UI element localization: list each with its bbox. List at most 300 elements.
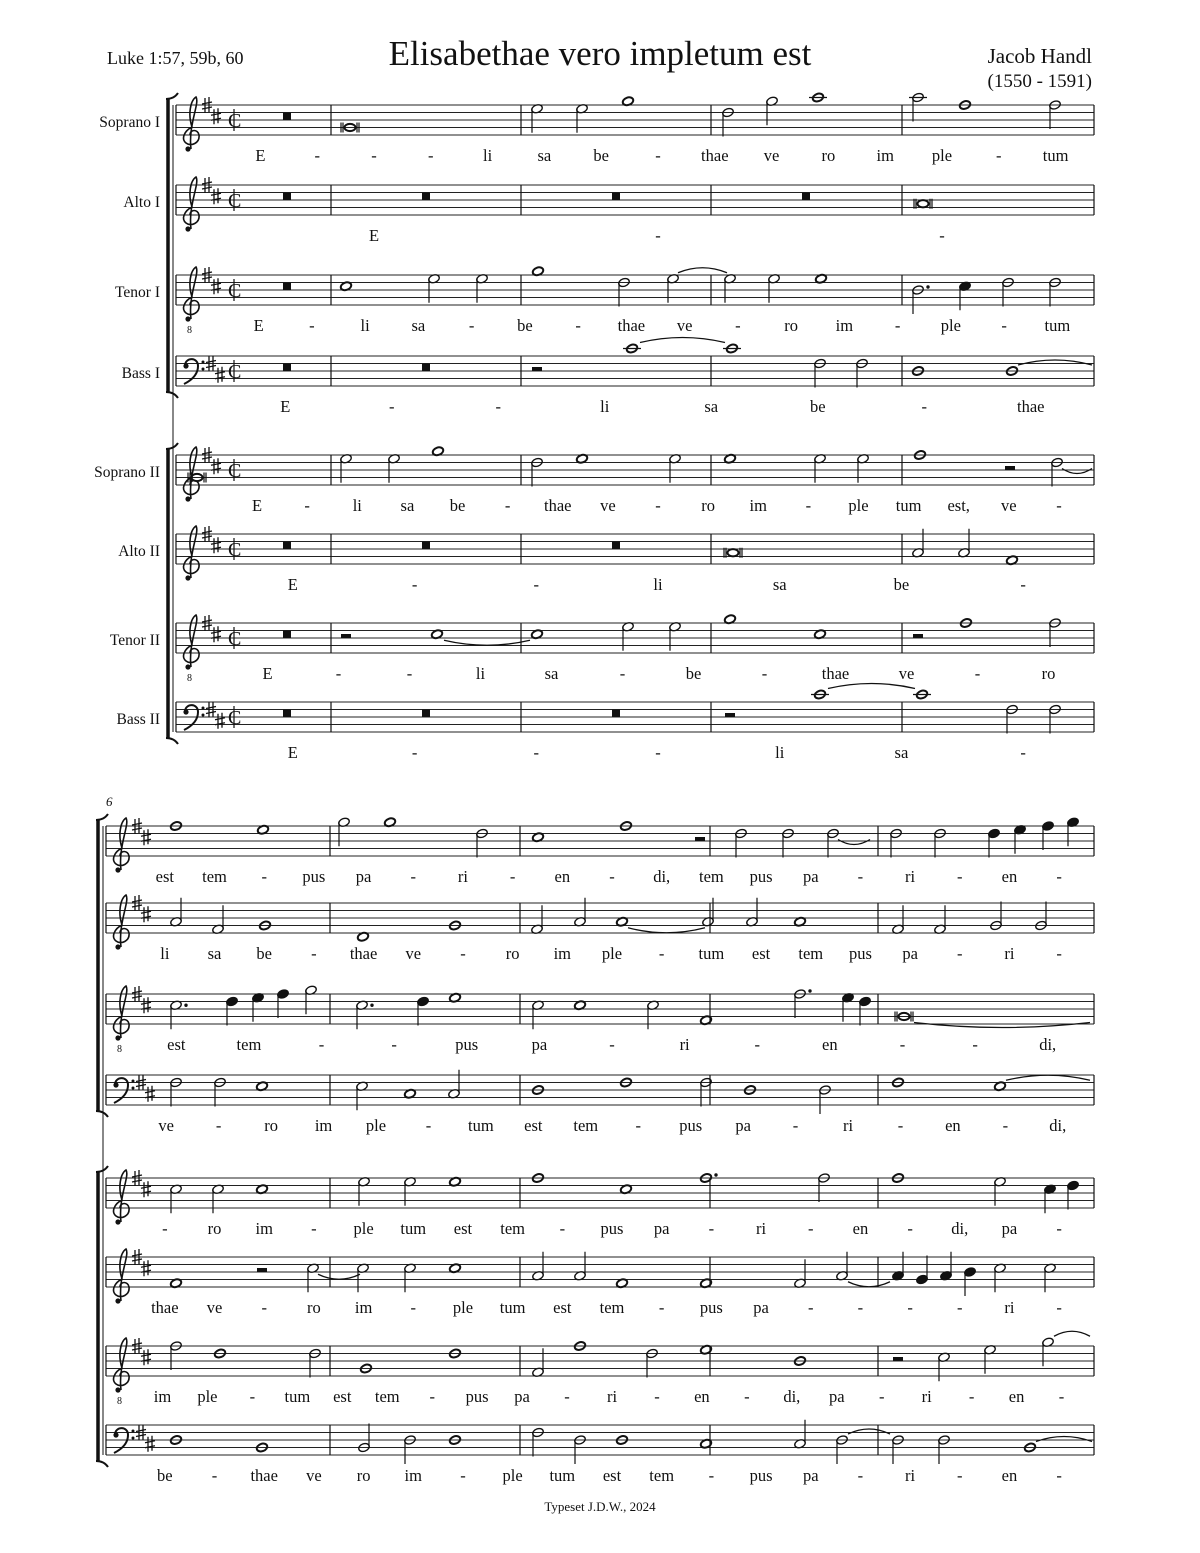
lyric-syllable: be [593, 146, 609, 165]
lyric-syllable: thae [544, 496, 572, 515]
measure-rest [612, 542, 620, 550]
lyric-syllable: - [907, 1298, 913, 1317]
lyric-syllable: ri [606, 1387, 618, 1406]
lyric-syllable: sa [894, 743, 909, 762]
lyric-syllable: ro [207, 1219, 222, 1238]
lyric-syllable: im [835, 316, 854, 335]
dot-mark [184, 1004, 187, 1007]
lyric-syllable: - [957, 867, 963, 886]
measure-rest [283, 542, 291, 550]
lyric-syllable: en [694, 1387, 710, 1406]
sharp-icon [141, 829, 151, 845]
lyric-syllable: ro [821, 146, 836, 165]
lyric-syllable: di, [1049, 1116, 1067, 1135]
lyric-syllable: thae [1017, 397, 1045, 416]
lyric-syllable: tum [1042, 146, 1069, 165]
scripture-reference: Luke 1:57, 59b, 60 [107, 48, 244, 68]
lyric-syllable: - [410, 867, 417, 886]
lyric-syllable: est [553, 1298, 572, 1317]
lyric-syllable: im [314, 1116, 333, 1135]
measure-rest [283, 710, 291, 718]
measure-rest [802, 193, 810, 201]
lyric-syllable: ple [452, 1298, 474, 1317]
lyric-syllable: est [751, 944, 771, 963]
bass-clef-icon [113, 1078, 134, 1103]
lyric-syllable: ple [848, 496, 869, 515]
lyric-syllable: pa [828, 1387, 845, 1406]
lyric-syllable: E [287, 743, 298, 762]
lyric-syllable: be [157, 1466, 173, 1485]
lyric-syllable: - [807, 1219, 814, 1238]
half-rest [341, 634, 351, 638]
lyric-syllable: ple [931, 146, 953, 165]
voice-name: Tenor II [109, 632, 160, 649]
lyric-syllable: en [945, 1116, 961, 1135]
lyric-syllable: - [261, 867, 267, 886]
lyric-syllable: - [996, 146, 1002, 165]
lyric-syllable: - [968, 1387, 975, 1406]
lyric-syllable: - [972, 1035, 978, 1054]
lyric-syllable: - [304, 496, 310, 515]
dot-mark [370, 1004, 373, 1007]
lyric-syllable: - [792, 1116, 799, 1135]
cut-time-icon: C [228, 707, 242, 729]
lyric-syllable: pa [653, 1219, 670, 1238]
cut-time-icon: C [228, 628, 242, 650]
lyric-syllable: - [1056, 944, 1062, 963]
lyric-syllable: tem [649, 1466, 675, 1485]
lyric-syllable: - [559, 1219, 566, 1238]
lyric-syllable: sa [544, 664, 559, 683]
bracket-hook [96, 814, 108, 820]
lyric-syllable: pus [455, 1035, 479, 1054]
lyric-syllable: ri [905, 1466, 916, 1485]
bracket-hook [96, 1111, 108, 1117]
tie-arc [1054, 1331, 1090, 1336]
piece-title: Elisabethae vero impletum est [388, 34, 812, 73]
composer-dates: (1550 - 1591) [987, 71, 1092, 92]
lyric-syllable: li [653, 575, 663, 594]
tie-arc [914, 1023, 1090, 1028]
lyric-syllable: - [857, 1298, 864, 1317]
sharp-icon [145, 1436, 155, 1452]
lyric-syllable: - [1056, 1466, 1062, 1485]
lyric-syllable: - [309, 316, 315, 335]
half-rest [1005, 466, 1015, 470]
sharp-icon [211, 626, 221, 642]
dot-mark [926, 285, 929, 288]
voice-name: Tenor I [115, 284, 160, 301]
lyric-syllable: - [428, 146, 434, 165]
tie-arc [1018, 360, 1092, 365]
lyric-syllable: - [411, 743, 418, 762]
lyric-syllable: - [761, 664, 768, 683]
lyric-syllable: tem [698, 867, 724, 886]
bracket-hook [166, 443, 178, 449]
lyric-syllable: be [685, 664, 702, 683]
measure-rest [283, 113, 291, 121]
half-rest [532, 367, 542, 371]
lyric-syllable: tem [236, 1035, 262, 1054]
lyric-syllable: ro [1041, 664, 1056, 683]
lyric-syllable: - [1056, 1298, 1062, 1317]
lyric-syllable: - [335, 664, 342, 683]
dot-mark [714, 1173, 717, 1176]
lyric-syllable: ri [756, 1219, 767, 1238]
lyric-syllable: - [509, 867, 516, 886]
lyric-syllable: li [775, 743, 785, 762]
lyric-syllable: - [658, 1298, 665, 1317]
lyric-syllable: en [554, 867, 571, 886]
lyric-syllable: be [893, 575, 910, 594]
lyric-syllable: di, [1039, 1035, 1057, 1054]
cut-time-icon: C [228, 190, 242, 212]
lyric-syllable: ro [784, 316, 798, 335]
half-rest [695, 837, 705, 841]
lyric-syllable: - [1056, 496, 1062, 515]
tie-arc [678, 268, 727, 273]
octave-marker: 8 [187, 325, 192, 336]
measure-rest [422, 710, 430, 718]
octave-marker: 8 [187, 673, 192, 684]
voice-name: Soprano I [99, 114, 160, 131]
lyric-syllable: - [410, 1298, 417, 1317]
lyric-syllable: li [483, 146, 493, 165]
lyric-syllable: tum [468, 1116, 494, 1135]
lyric-syllable: be [256, 944, 272, 963]
lyric-syllable: - [1002, 1116, 1009, 1135]
lyric-syllable: pa [802, 867, 819, 886]
lyric-syllable: - [249, 1387, 256, 1406]
lyric-syllable: - [899, 1035, 906, 1054]
lyric-syllable: - [371, 146, 377, 165]
cut-time-icon: C [228, 539, 242, 561]
measure-number: 6 [106, 794, 113, 809]
tie-arc [628, 928, 705, 933]
tie-arc [444, 640, 530, 645]
lyric-syllable: li [160, 944, 170, 963]
lyric-syllable: - [318, 1035, 325, 1054]
lyric-syllable: di, [653, 867, 671, 886]
measure-rest [612, 710, 620, 718]
tie-arc [1036, 1437, 1092, 1442]
lyric-syllable: - [754, 1035, 760, 1054]
lyric-syllable: - [957, 1466, 963, 1485]
lyric-syllable: est [453, 1219, 473, 1238]
cut-time-icon: C [228, 361, 242, 383]
sharp-icon [211, 278, 221, 294]
bracket-hook [96, 1461, 108, 1467]
tie-arc [848, 1282, 890, 1287]
lyric-syllable: ve [600, 496, 616, 515]
lyric-syllable: - [429, 1387, 435, 1406]
lyric-syllable: ve [1001, 496, 1017, 515]
lyric-syllable: est [333, 1387, 352, 1406]
lyric-syllable: sa [704, 397, 719, 416]
lyric-syllable: tum [895, 496, 922, 515]
sharp-icon [141, 906, 151, 922]
lyric-syllable: thae [617, 316, 646, 335]
lyric-syllable: tum [284, 1387, 311, 1406]
measure-rest [612, 193, 620, 201]
lyric-syllable: ve [306, 1466, 322, 1485]
lyric-syllable: ri [679, 1035, 690, 1054]
lyric-syllable: - [533, 575, 540, 594]
lyric-syllable: tem [374, 1387, 400, 1406]
lyric-syllable: pus [679, 1116, 703, 1135]
lyric-syllable: - [805, 496, 812, 515]
lyric-syllable: pa [355, 867, 372, 886]
lyric-syllable: ri [921, 1387, 932, 1406]
lyric-syllable: - [655, 496, 661, 515]
lyric-syllable: en [1001, 867, 1018, 886]
lyric-syllable: - [460, 1466, 466, 1485]
lyric-syllable: - [406, 664, 413, 683]
half-rest [893, 1357, 903, 1361]
tie-arc [1062, 469, 1092, 474]
lyric-syllable: - [162, 1219, 168, 1238]
lyric-syllable: im [354, 1298, 373, 1317]
lyric-syllable: tem [798, 944, 824, 963]
sharp-icon [145, 1086, 155, 1102]
lyric-syllable: - [425, 1116, 432, 1135]
lyric-syllable: - [957, 944, 963, 963]
lyric-syllable: pa [514, 1387, 530, 1406]
lyric-syllable: est [155, 867, 175, 886]
lyric-syllable: pus [600, 1219, 624, 1238]
lyric-syllable: ve [206, 1298, 223, 1317]
voice-name: Soprano II [94, 464, 160, 481]
lyric-syllable: - [655, 146, 661, 165]
lyric-syllable: - [921, 397, 927, 416]
sharp-icon [215, 367, 225, 383]
lyric-syllable: - [468, 316, 475, 335]
lyric-syllable: pa [1001, 1219, 1018, 1238]
tie-arc [848, 1429, 890, 1434]
lyric-syllable: pus [465, 1387, 489, 1406]
lyric-syllable: - [533, 743, 540, 762]
voice-name: Bass II [116, 711, 160, 728]
lyric-syllable: im [553, 944, 572, 963]
lyric-syllable: ple [197, 1387, 218, 1406]
lyric-syllable: - [211, 1466, 218, 1485]
lyric-syllable: tum [400, 1219, 427, 1238]
lyric-syllable: thae [151, 1298, 179, 1317]
lyric-syllable: - [460, 944, 466, 963]
sharp-icon [211, 458, 221, 474]
sharp-icon [141, 1349, 151, 1365]
lyric-syllable: li [475, 664, 486, 683]
bracket-hook [166, 93, 178, 99]
lyric-syllable: ple [940, 316, 961, 335]
lyric-syllable: - [655, 743, 661, 762]
lyric-syllable: ri [1004, 944, 1015, 963]
lyric-syllable: - [857, 867, 864, 886]
lyric-syllable: thae [701, 146, 729, 165]
lyric-syllable: E [255, 146, 266, 165]
lyric-syllable: - [389, 397, 395, 416]
half-rest [725, 713, 735, 717]
lyric-syllable: pus [749, 1466, 773, 1485]
lyric-syllable: - [857, 1466, 864, 1485]
lyric-syllable: pus [699, 1298, 723, 1317]
lyric-syllable: E [252, 496, 263, 515]
lyric-syllable: - [735, 316, 741, 335]
voice-name: Alto II [118, 543, 160, 560]
lyric-syllable: sa [772, 575, 787, 594]
sharp-icon [141, 1181, 151, 1197]
lyric-syllable: di, [951, 1219, 969, 1238]
lyric-syllable: en [822, 1035, 838, 1054]
lyric-syllable: E [280, 397, 291, 416]
lyric-syllable: thae [821, 664, 850, 683]
lyric-syllable: - [1020, 743, 1026, 762]
lyric-syllable: ve [763, 146, 780, 165]
lyric-syllable: ro [356, 1466, 371, 1485]
lyric-syllable: - [655, 226, 661, 245]
lyric-syllable: - [1020, 575, 1026, 594]
lyric-syllable: est [167, 1035, 186, 1054]
lyric-syllable: im [404, 1466, 422, 1485]
sharp-icon [211, 108, 221, 124]
lyric-syllable: thae [250, 1466, 278, 1485]
lyric-syllable: ri [905, 867, 916, 886]
lyric-syllable: - [1001, 316, 1007, 335]
lyric-syllable: tem [500, 1219, 526, 1238]
lyric-syllable: pa [531, 1035, 548, 1054]
lyric-syllable: tem [202, 867, 227, 886]
lyric-syllable: - [907, 1219, 913, 1238]
lyric-syllable: ro [264, 1116, 278, 1135]
lyric-syllable: - [708, 1466, 715, 1485]
lyric-syllable: - [311, 1219, 317, 1238]
lyric-syllable: ve [158, 1116, 175, 1135]
lyric-syllable: pus [749, 867, 773, 886]
sharp-icon [211, 188, 221, 204]
lyric-syllable: - [504, 496, 511, 515]
typesetter-credit: Typeset J.D.W., 2024 [544, 1499, 656, 1514]
lyric-syllable: - [744, 1387, 750, 1406]
lyric-syllable: E [368, 226, 380, 245]
lyric-syllable: - [495, 397, 501, 416]
lyric-syllable: ve [405, 944, 422, 963]
lyric-syllable: be [517, 316, 533, 335]
lyric-syllable: - [564, 1387, 570, 1406]
lyric-syllable: sa [537, 146, 552, 165]
bracket-hook [166, 392, 178, 398]
lyric-syllable: - [609, 867, 615, 886]
lyric-syllable: ri [1004, 1298, 1015, 1317]
measure-rest [283, 364, 291, 372]
voice-name: Bass I [121, 365, 160, 382]
lyric-syllable: tum [549, 1466, 576, 1485]
lyric-syllable: tem [573, 1116, 599, 1135]
lyric-syllable: ro [505, 944, 520, 963]
bracket-hook [166, 738, 178, 744]
lyric-syllable: - [411, 575, 418, 594]
lyric-syllable: sa [411, 316, 426, 335]
lyric-syllable: - [391, 1035, 397, 1054]
lyric-syllable: ri [842, 1116, 854, 1135]
tie-arc [828, 684, 915, 689]
lyric-syllable: en [1008, 1387, 1025, 1406]
lyric-syllable: ple [365, 1116, 387, 1135]
measure-rest [283, 283, 291, 291]
lyric-syllable: en [852, 1219, 869, 1238]
lyric-syllable: sa [207, 944, 222, 963]
lyric-syllable: li [352, 496, 362, 515]
lyric-syllable: E [253, 316, 264, 335]
lyric-syllable: tem [599, 1298, 625, 1317]
lyric-syllable: est, [947, 496, 970, 515]
measure-rest [422, 364, 430, 372]
lyric-syllable: - [575, 316, 581, 335]
lyric-syllable: ple [353, 1219, 374, 1238]
voice-name: Alto I [123, 194, 160, 211]
lyric-syllable: ro [701, 496, 715, 515]
lyric-syllable: pa [735, 1116, 751, 1135]
lyric-syllable: est [602, 1466, 622, 1485]
lyric-syllable: - [894, 316, 901, 335]
lyric-syllable: be [809, 397, 826, 416]
lyric-syllable: est [524, 1116, 543, 1135]
lyric-syllable: - [658, 944, 665, 963]
cut-time-icon: C [228, 110, 242, 132]
lyric-syllable: ple [601, 944, 623, 963]
octave-marker: 8 [117, 1044, 122, 1055]
lyric-syllable: - [974, 664, 981, 683]
lyric-syllable: - [939, 226, 945, 245]
measure-rest [283, 193, 291, 201]
lyric-syllable: - [807, 1298, 814, 1317]
measure-rest [283, 631, 291, 639]
lyric-syllable: thae [349, 944, 378, 963]
bass-clef-icon [113, 1428, 134, 1453]
bracket-hook [96, 1166, 108, 1172]
lyric-syllable: di, [783, 1387, 801, 1406]
tie-arc [640, 338, 725, 343]
lyric-syllable: im [876, 146, 894, 165]
lyric-syllable: E [287, 575, 298, 594]
lyric-syllable: - [1058, 1387, 1065, 1406]
cut-time-icon: C [228, 460, 242, 482]
lyric-syllable: - [619, 664, 626, 683]
lyric-syllable: li [600, 397, 610, 416]
bass-clef-icon [183, 705, 204, 730]
composer-name: Jacob Handl [987, 44, 1092, 68]
lyric-syllable: pa [802, 1466, 819, 1485]
lyric-syllable: en [1001, 1466, 1018, 1485]
dot-mark [808, 989, 811, 992]
lyric-syllable: E [262, 664, 273, 683]
lyric-syllable: pa [902, 944, 918, 963]
lyric-syllable: - [878, 1387, 885, 1406]
sharp-icon [211, 537, 221, 553]
breve-note [918, 200, 929, 207]
cut-time-icon: C [228, 280, 242, 302]
octave-marker: 8 [117, 1396, 122, 1407]
lyric-syllable: pus [302, 867, 326, 886]
lyric-syllable: li [360, 316, 370, 335]
lyric-syllable: - [261, 1298, 267, 1317]
measure-rest [422, 542, 430, 550]
lyric-syllable: ve [676, 316, 693, 335]
lyric-syllable: - [609, 1035, 615, 1054]
lyric-syllable: pa [753, 1298, 769, 1317]
lyric-syllable: sa [400, 496, 415, 515]
sharp-icon [141, 1260, 151, 1276]
lyric-syllable: - [957, 1298, 963, 1317]
